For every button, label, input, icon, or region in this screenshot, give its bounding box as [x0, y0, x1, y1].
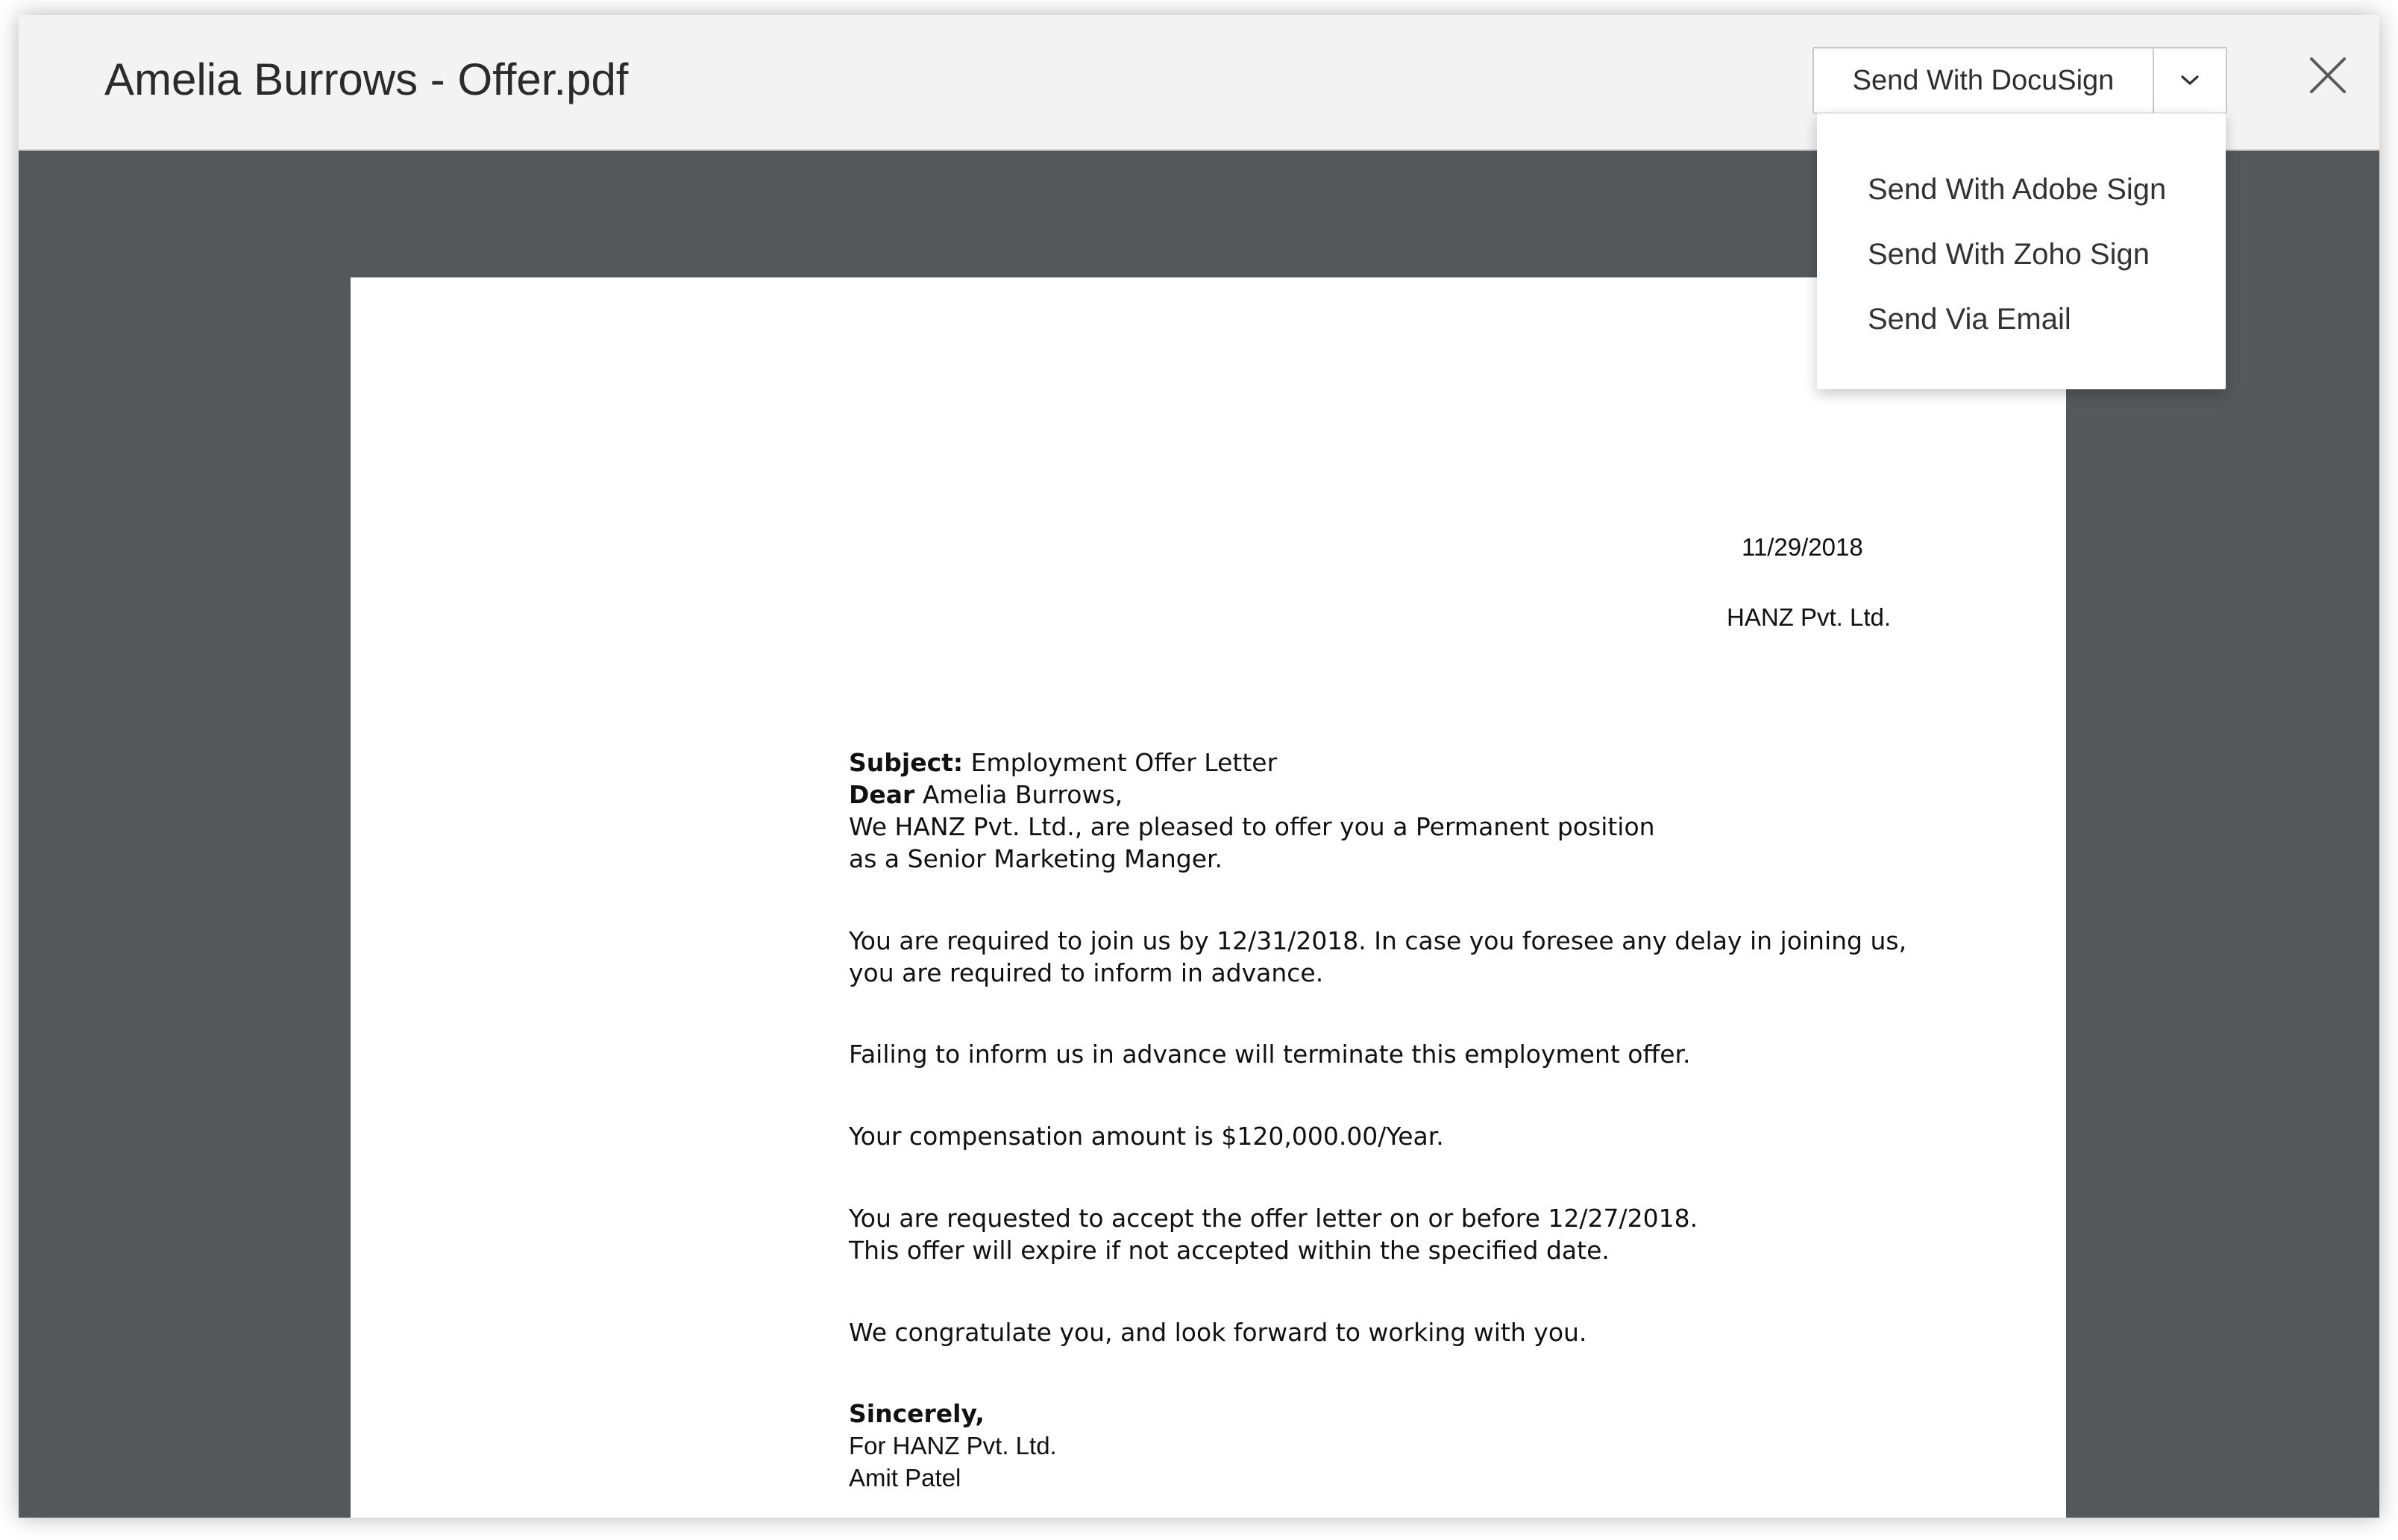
send-options-dropdown-toggle[interactable]	[2153, 48, 2226, 113]
document-page	[351, 277, 2066, 1518]
closing	[849, 1398, 985, 1430]
intro-line-2: as a Senior Marketing Manger.	[849, 844, 1223, 873]
close-button[interactable]	[2308, 56, 2347, 95]
congrats-line: We congratulate you, and look forward to working with you.	[849, 1318, 1587, 1347]
salutation-line	[849, 779, 1123, 811]
menu-item-send-with-zoho-sign[interactable]: Send With Zoho Sign	[1868, 238, 2150, 271]
recipient-name: Amelia Burrows,	[914, 780, 1123, 809]
menu-item-send-via-email[interactable]: Send Via Email	[1868, 303, 2071, 336]
signature-name: Amit Patel	[849, 1464, 961, 1492]
letter-date: 11/29/2018	[1742, 533, 1863, 561]
dear-label: Dear	[849, 780, 915, 809]
letter-company: HANZ Pvt. Ltd.	[1727, 603, 1892, 631]
document-title: Amelia Burrows - Offer.pdf	[104, 54, 629, 104]
close-icon	[2308, 56, 2347, 95]
subject-line	[849, 747, 1277, 779]
failing-line: Failing to inform us in advance will terminate this employment offer.	[849, 1040, 1691, 1069]
compensation-line: Your compensation amount is $120,000.00/Year.	[849, 1122, 1444, 1151]
signature-company: For HANZ Pvt. Ltd.	[849, 1432, 1057, 1459]
send-button-group	[1812, 47, 2227, 114]
accept-line-2: This offer will expire if not accepted within the specified date.	[849, 1236, 1610, 1265]
join-line-1: You are required to join us by 12/31/2018. In case you foresee any delay in joining us,	[849, 926, 1907, 955]
menu-item-send-with-adobe-sign[interactable]: Send With Adobe Sign	[1868, 173, 2167, 206]
subject-value: Employment Offer Letter	[963, 748, 1278, 777]
send-with-docusign-button[interactable]: Send With DocuSign	[1852, 64, 2115, 96]
subject-label: Subject:	[849, 748, 964, 777]
join-line-2: you are required to inform in advance.	[849, 958, 1324, 987]
send-options-menu	[1817, 113, 2226, 389]
intro-line-1: We HANZ Pvt. Ltd., are pleased to offer you a Permanent position	[849, 812, 1655, 841]
accept-line-1: You are requested to accept the offer letter on or before 12/27/2018.	[849, 1204, 1698, 1233]
pdf-preview-window	[19, 15, 2379, 1518]
closing-text: Sincerely,	[849, 1399, 985, 1428]
chevron-down-icon	[2179, 74, 2200, 87]
